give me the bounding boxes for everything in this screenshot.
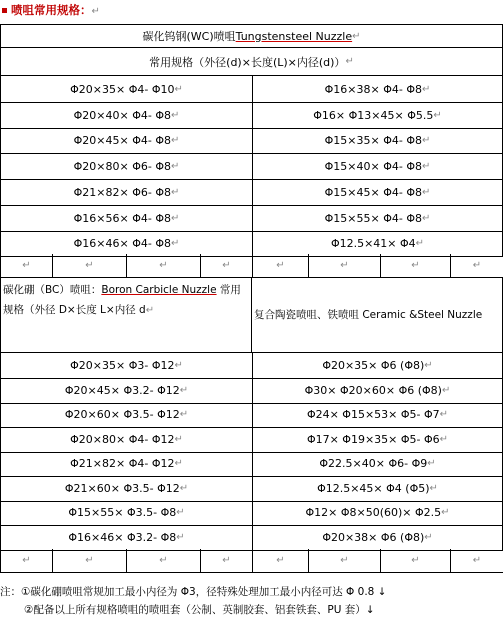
note-1: 注：①碳化硼喷咀常规加工最小内径为 Φ3，径特殊处理加工最小内径可达 Φ 0.8 ↓: [0, 586, 387, 598]
spec-text: Φ15×55× Φ3.5- Φ8: [68, 506, 177, 519]
paragraph-mark-icon: ↵: [222, 260, 231, 271]
spec-text: Φ16×38× Φ4- Φ8: [324, 82, 422, 96]
spec-text: Φ20×45× Φ4- Φ8: [73, 133, 171, 147]
bc-title: [0, 277, 252, 353]
paragraph-mark-icon: ↵: [411, 555, 420, 566]
paragraph-mark-icon: ↵: [85, 260, 94, 271]
bc-title-prefix: 碳化硼（BC）喷咀：: [3, 284, 102, 296]
heading-label: 喷咀常用规格：: [11, 3, 92, 17]
spec-text: Φ20×40× Φ4- Φ8: [73, 108, 171, 122]
spec-text: Φ15×40× Φ4- Φ8: [324, 159, 422, 173]
paragraph-mark-icon: ↵: [441, 385, 451, 396]
spec-text: Φ16× Φ13×45× Φ5.5: [313, 108, 434, 122]
paragraph-mark-icon: ↵: [176, 507, 185, 518]
spec-text: Φ20×45× Φ3.2- Φ12: [64, 384, 180, 397]
spec-text: Φ15×35× Φ4- Φ8: [324, 133, 422, 147]
paragraph-mark-icon: ↵: [415, 237, 425, 249]
paragraph-mark-icon: ↵: [170, 160, 180, 172]
paragraph-mark-icon: ↵: [22, 555, 31, 566]
bc-spec-left: [0, 476, 253, 502]
paragraph-mark-icon: ↵: [439, 434, 449, 445]
spec-text: Φ16×46× Φ4- Φ8: [73, 236, 171, 250]
wc-spec-left: [0, 153, 253, 180]
paragraph-mark-icon: ↵: [170, 109, 180, 121]
paragraph-mark-icon: ↵: [472, 555, 482, 566]
paragraph-mark-icon: ↵: [429, 483, 438, 494]
paragraph-mark-icon: ↵: [170, 212, 180, 224]
spec-text: Φ15×55× Φ4- Φ8: [324, 211, 422, 225]
wc-spec-right: [252, 153, 503, 180]
wc-spec-right: [252, 76, 503, 103]
spec-text: Φ20×35× Φ4- Φ10: [70, 82, 175, 96]
spec-text: Φ20×60× Φ3.5- Φ12: [64, 408, 180, 421]
bc-spec-left: [0, 500, 253, 526]
bc-spec-right: [252, 378, 503, 404]
wc-spec-left: [0, 205, 253, 232]
bc-spec-right: [252, 525, 503, 551]
spec-text: Φ12.5×45× Φ4 (Φ5): [317, 482, 430, 495]
paragraph-mark-icon: ↵: [340, 555, 349, 566]
wc-spec-left: [0, 127, 253, 154]
paragraph-mark-icon: ↵: [85, 555, 94, 566]
paragraph-mark-icon: ↵: [424, 532, 433, 543]
ceramic-title: [252, 277, 503, 353]
spec-text: Φ20×35× Φ3- Φ12: [70, 359, 175, 372]
paragraph-mark-icon: ↵: [439, 409, 449, 420]
paragraph-mark-icon: ↵: [22, 260, 31, 271]
paragraph-mark-icon: ↵: [421, 212, 431, 224]
paragraph-mark-icon: ↵: [276, 555, 285, 566]
paragraph-mark-icon: ↵: [179, 483, 189, 494]
empty-cell: [308, 254, 381, 278]
paragraph-mark-icon: ↵: [170, 134, 180, 146]
spec-text: Φ12× Φ8×50(60)× Φ2.5: [305, 506, 442, 519]
paragraph-mark-icon: ↵: [174, 83, 183, 95]
square-bullet-icon: [2, 8, 7, 13]
empty-cell: [200, 254, 253, 278]
bc-title-en: Boron Carbicle Nuzzle: [101, 284, 217, 296]
empty-cell: [0, 254, 53, 278]
wc-subtitle: [0, 48, 503, 76]
bc-title-suffix: 常用规格（外径 D×长度 L×内径 d: [3, 284, 241, 316]
paragraph-mark-icon: ↵: [179, 385, 189, 396]
bc-spec-right: [252, 451, 503, 477]
spec-text: Φ12.5×41× Φ4: [330, 236, 416, 250]
spec-text: Φ16×56× Φ4- Φ8: [73, 211, 171, 225]
bc-spec-right: [252, 476, 503, 502]
wc-spec-left: [0, 102, 253, 129]
paragraph-mark-icon: ↵: [91, 6, 100, 17]
empty-cell: [380, 549, 451, 573]
empty-cell: [126, 549, 201, 573]
empty-cell: [308, 549, 381, 573]
empty-cell: [0, 549, 53, 573]
wc-spec-right: [252, 102, 503, 129]
spec-text: Φ17× Φ19×35× Φ5- Φ6: [306, 433, 440, 446]
wc-spec-left: [0, 179, 253, 206]
paragraph-mark-icon: ↵: [345, 56, 354, 67]
bc-spec-left: [0, 451, 253, 477]
wc-spec-left: [0, 230, 253, 257]
spec-text: Φ16×46× Φ3.2- Φ8: [68, 531, 177, 544]
bc-spec-left: [0, 353, 253, 379]
empty-cell: [52, 549, 127, 573]
bc-spec-left: [0, 378, 253, 404]
wc-spec-right: [252, 127, 503, 154]
paragraph-mark-icon: ↵: [411, 260, 420, 271]
paragraph-mark-icon: ↵: [170, 186, 180, 198]
paragraph-mark-icon: ↵: [472, 260, 482, 271]
paragraph-mark-icon: ↵: [421, 134, 431, 146]
paragraph-mark-icon: ↵: [174, 360, 183, 371]
paragraph-mark-icon: ↵: [433, 109, 442, 121]
spec-text: Φ20×35× Φ6 (Φ8): [322, 359, 425, 372]
empty-cell: [252, 549, 309, 573]
paragraph-mark-icon: ↵: [427, 458, 436, 469]
spec-text: Φ21×82× Φ4- Φ12: [70, 457, 175, 470]
wc-spec-left: [0, 76, 253, 103]
paragraph-mark-icon: ↵: [159, 260, 168, 271]
spec-text: Φ20×38× Φ6 (Φ8): [322, 531, 425, 544]
bc-spec-right: [252, 353, 503, 379]
spec-text: Φ20×80× Φ6- Φ8: [73, 159, 171, 173]
empty-cell: [450, 254, 503, 278]
empty-cell: [52, 254, 127, 278]
section-heading: [0, 2, 100, 20]
bc-spec-left: [0, 525, 253, 551]
wc-spec-right: [252, 205, 503, 232]
spec-text: Φ20×80× Φ4- Φ12: [70, 433, 175, 446]
spec-text: Φ24× Φ15×53× Φ5- Φ7: [306, 408, 440, 421]
empty-cell: [200, 549, 253, 573]
spec-text: Φ22.5×40× Φ6- Φ9: [319, 457, 428, 470]
paragraph-mark-icon: ↵: [170, 237, 180, 249]
bc-spec-left: [0, 427, 253, 453]
spec-text: Φ21×60× Φ3.5- Φ12: [64, 482, 180, 495]
bc-spec-right: [252, 427, 503, 453]
paragraph-mark-icon: ↵: [340, 260, 349, 271]
empty-cell: [450, 549, 503, 573]
paragraph-mark-icon: ↵: [222, 555, 231, 566]
paragraph-mark-icon: ↵: [421, 186, 431, 198]
paragraph-mark-icon: ↵: [159, 555, 168, 566]
paragraph-mark-icon: ↵: [179, 409, 189, 420]
wc-spec-right: [252, 179, 503, 206]
bc-spec-right: [252, 500, 503, 526]
note-2: ②配备以上所有规格喷咀的喷咀套（公制、英制胶套、铝套铁套、PU 套）↓: [24, 604, 375, 616]
ceramic-title-text: 复合陶瓷喷咀、铁喷咀 Ceramic &Steel Nuzzle: [254, 309, 483, 321]
empty-cell: [126, 254, 201, 278]
paragraph-mark-icon: ↵: [145, 305, 155, 316]
paragraph-mark-icon: ↵: [174, 434, 183, 445]
wc-title-cn: 碳化钨钢(WC)喷咀: [142, 30, 236, 43]
bc-spec-right: [252, 402, 503, 428]
paragraph-mark-icon: ↵: [421, 83, 431, 95]
wc-spec-right: [252, 230, 503, 257]
paragraph-mark-icon: ↵: [441, 507, 450, 518]
paragraph-mark-icon: ↵: [352, 30, 361, 42]
wc-title: [0, 24, 503, 48]
paragraph-mark-icon: ↵: [174, 458, 183, 469]
spec-text: Φ15×45× Φ4- Φ8: [324, 185, 422, 199]
bc-spec-left: [0, 402, 253, 428]
empty-cell: [252, 254, 309, 278]
paragraph-mark-icon: ↵: [276, 260, 285, 271]
paragraph-mark-icon: ↵: [176, 532, 185, 543]
wc-title-en: Tungstensteel Nuzzle: [235, 29, 353, 43]
paragraph-mark-icon: ↵: [424, 360, 433, 371]
spec-text: Φ30× Φ20×60× Φ6 (Φ8): [304, 384, 442, 397]
wc-subtitle-text: 常用规格（外径(d)×长度(L)×内径(d)）: [149, 55, 346, 69]
empty-cell: [380, 254, 451, 278]
paragraph-mark-icon: ↵: [421, 160, 431, 172]
spec-text: Φ21×82× Φ6- Φ8: [73, 185, 171, 199]
